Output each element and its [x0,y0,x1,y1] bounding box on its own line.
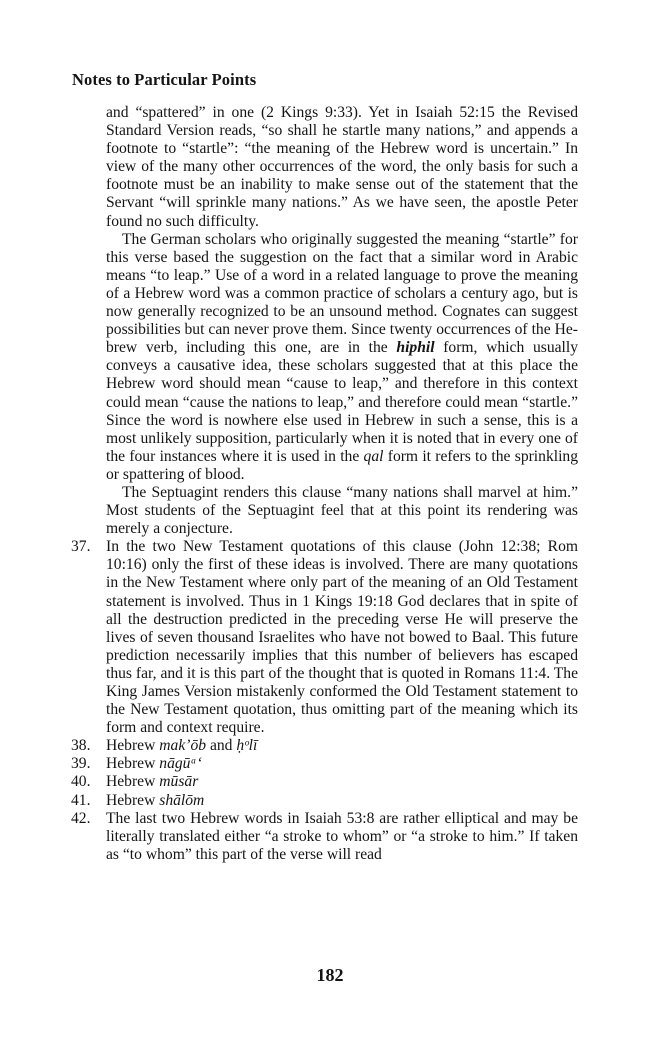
text-run: and “spattered” in one (2 Kings 9:33). Yet in Isaiah 52:15 the Revised Standard Version reads, “so shall he startle many nations,” and appends a footnote to “startle”: “the meaning of the Hebrew word is uncertain.” In view of the many other occurrences of the word, the only basis for such a footnote must be an inability to make sense out of the statement that the Servant “will sprinkle many nations.” As we have seen, the apostle Peter found no such difficulty. [106,104,578,230]
text-run: Hebrew [106,791,160,809]
note-38 [71,737,578,755]
note-number: 41. [71,791,91,809]
paragraph-german-scholars [106,231,578,484]
text-run: The Septuagint renders this clause “many nations shall marvel at him.” Most students of the Septuagint feel that at this point its rendering was merely a conjecture. [106,483,578,538]
emphasized-term: ḥᵒlī [236,737,258,755]
text-run: Hebrew [106,773,160,791]
note-text [106,755,578,773]
text-run: form it refers to the sprinkling or spattering of blood. [106,447,578,483]
emphasized-term: hiphil [396,339,435,357]
text-run: form, which usually conveys a causative idea, these scholars suggested that at this place the Hebrew word should mean “cause to leap,” and therefore in this context could mean “cause the nations to leap,” and therefore could mean “startle.” Since the word is nowhere else used in Hebrew in such a sense, this is a most unlikely supposition, particularly when it is noted that in every one of the four instances where it is used in the [106,339,578,465]
note-39 [71,755,578,773]
emphasized-term: nāgūᵃ‘ [159,755,202,773]
text-run: The last two Hebrew words in Isaiah 53:8 are rather elliptical and may be literally translated either “a stroke to whom” or “a stroke to him.” If taken as “to whom” this part of the verse will read [106,809,578,863]
note-text [106,810,578,864]
text-run: In the two New Testament quotations of this clause (John 12:38; Rom 10:16) only the first of these ideas is involved. There are many quotations in the New Testament where only part of the meaning of an Old Testament statement is involved. Thus in 1 Kings 19:18 God declares that in spite of all the destruction predicted in the preceding verse He will preserve the lives of seven thousand Israelites who have not bowed to Baal. This future prediction necessarily implies that this number of believers has escaped thus far, and it is this part of the thought that is quoted in Romans 11:4. The King James Version mistakenly conformed the Old Testament statement to the New Testament quotation, thus omitting part of the meaning which its form and context require. [106,538,578,737]
emphasized-term: shālōm [159,791,205,809]
note-text [106,792,578,810]
text-run: and [206,737,237,755]
note-text [106,538,578,737]
emphasized-term: mūsār [159,773,199,791]
note-41 [71,791,578,810]
note-number: 42. [71,809,91,827]
emphasized-term: mak’ōb [159,737,207,755]
note-number: 40. [71,773,91,791]
note-text [106,737,578,755]
paragraph-septuagint [106,484,578,538]
paragraph-continuation [106,104,578,231]
running-head: Notes to Particular Points [72,70,257,89]
text-run: The German scholars who originally suggested the meaning “startle” for this verse based the suggestion on the fact that a similar word in Arabic means “to leap.” Use of a word in a related language to prove the meaning of a Hebrew word was a common practice of scholars a century ago, but is now generally recognized to be an unsound method. Cognates can suggest possibilities but can never prove them. Since twenty occurrences of the Hebrew verb, including this one, are in the [106,230,578,357]
emphasized-term: qal [363,447,384,465]
body-text [71,104,578,864]
note-42 [71,809,578,864]
note-37 [71,538,578,737]
text-run: Hebrew [106,737,160,755]
page-number: 182 [316,965,344,985]
note-40 [71,773,578,791]
text-run: Hebrew [106,755,160,773]
note-number: 39. [71,755,91,773]
note-number: 38. [71,737,91,755]
note-text [106,773,578,791]
note-number: 37. [71,538,91,556]
